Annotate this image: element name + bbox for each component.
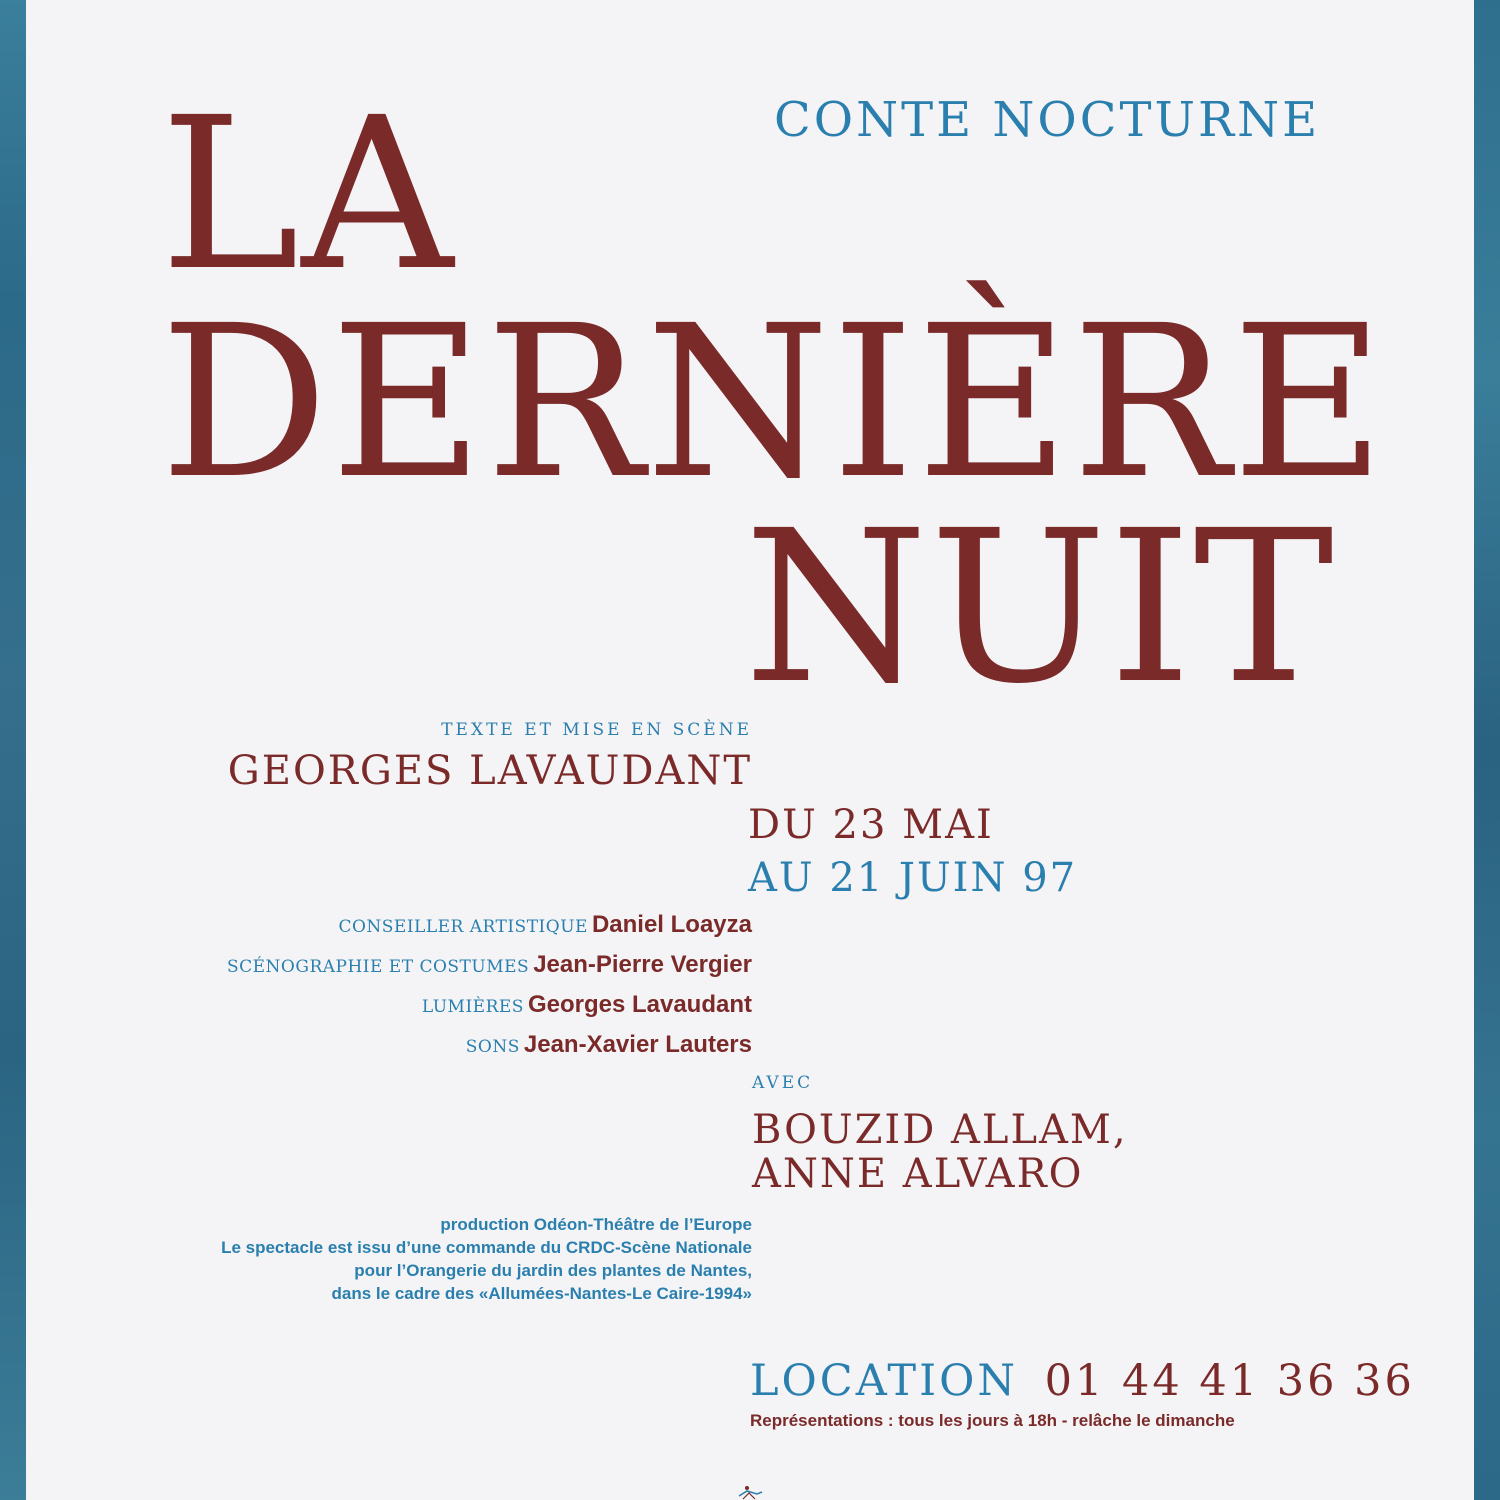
production-line: Le spectacle est issu d’une commande du CRDC-Scène Nationale (221, 1238, 752, 1257)
credit-name: Georges Lavaudant (527, 991, 752, 1018)
performances-note: Représentations : tous les jours à 18h - relâche le dimanche (750, 1411, 1235, 1430)
credit-row (466, 1030, 752, 1062)
credit-name: Daniel Loayza (591, 911, 752, 938)
location-line (750, 1355, 1415, 1407)
credit-label: CONSEILLER ARTISTIQUE (338, 917, 588, 937)
theatre-logo-icon (735, 1484, 765, 1500)
credit-name: Jean-Pierre Vergier (533, 951, 752, 978)
cast-member: BOUZID ALLAM, (752, 1107, 1128, 1153)
location-phone: 01 44 41 36 36 (1044, 1356, 1415, 1406)
title-line-3: NUIT (744, 485, 1336, 730)
date-end: AU 21 JUIN 97 (748, 855, 1078, 901)
director-name: GEORGES LAVAUDANT (227, 748, 752, 794)
title-line-2: DERNIÈRE (160, 280, 1388, 525)
location-label: LOCATION (750, 1356, 1018, 1406)
credit-label: LUMIÈRES (421, 997, 524, 1017)
production-line: dans le cadre des «Allumées-Nantes-Le Caire-1994» (331, 1284, 752, 1303)
credit-row (422, 990, 752, 1022)
production-line: pour l’Orangerie du jardin des plantes de Nantes, (354, 1261, 752, 1280)
director-label: TEXTE ET MISE EN SCÈNE (441, 720, 752, 740)
date-start: DU 23 MAI (748, 802, 994, 848)
title-line-1: LA (160, 72, 456, 317)
credit-label: SONS (465, 1037, 520, 1057)
credit-label: SCÉNOGRAPHIE ET COSTUMES (226, 957, 530, 977)
production-line: production Odéon-Théâtre de l’Europe (440, 1215, 752, 1234)
poster-subtitle: CONTE NOCTURNE (774, 92, 1321, 148)
right-blue-border (1474, 0, 1500, 1500)
cast-label: AVEC (752, 1073, 814, 1093)
left-blue-border (0, 0, 26, 1500)
credit-name: Jean-Xavier Lauters (523, 1031, 752, 1058)
cast-member: ANNE ALVARO (752, 1151, 1084, 1197)
credit-row (227, 950, 752, 982)
credit-row (338, 910, 752, 942)
